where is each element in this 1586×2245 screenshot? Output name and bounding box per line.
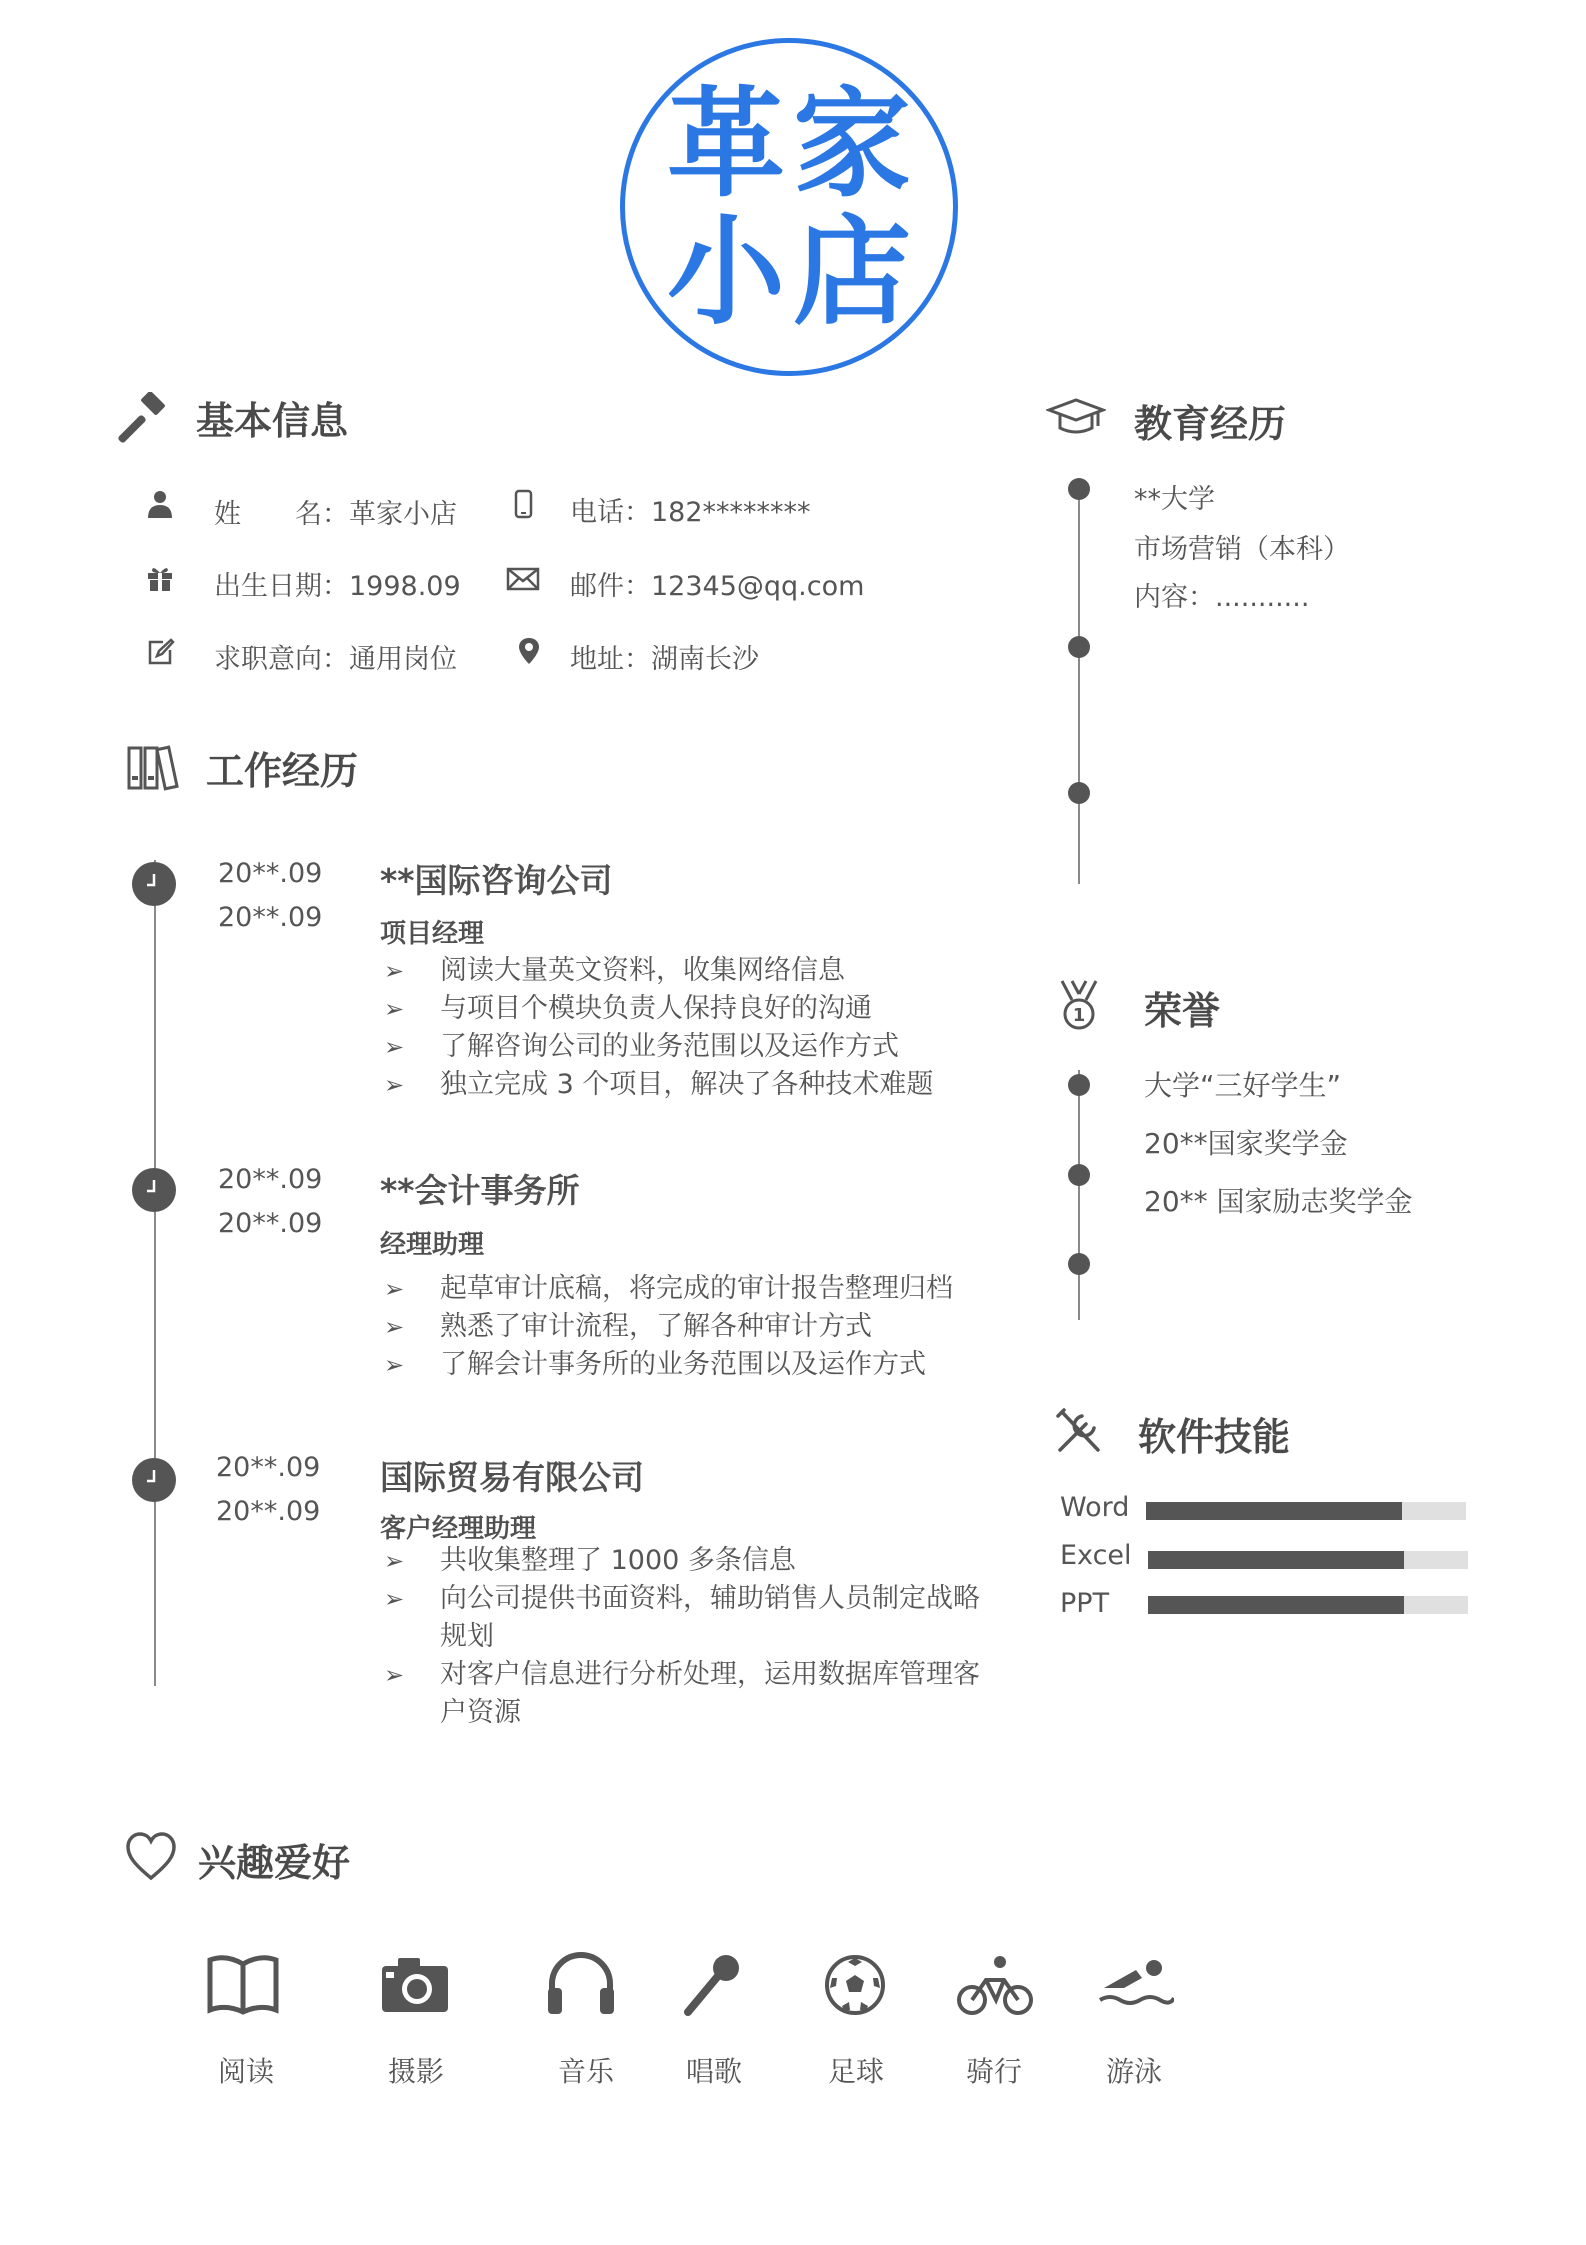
tools-icon (1052, 1404, 1106, 1458)
logo-char: 家 (793, 74, 912, 213)
company-name: **国际咨询公司 (380, 861, 613, 900)
list-item: ➢ 对客户信息进行分析处理，运用数据库管理客户资源 (384, 1656, 984, 1732)
clock-icon (132, 862, 176, 906)
binders-icon (126, 740, 180, 794)
name-field: 姓 名：革家小店 (214, 499, 457, 530)
timeline-dot (1068, 636, 1090, 658)
work-timeline-line (154, 860, 156, 1686)
education-timeline-line (1078, 480, 1080, 884)
timeline-dot (1068, 478, 1090, 500)
skill-bar-track (1148, 1551, 1468, 1569)
swimming-icon (1096, 1950, 1174, 2020)
hobby-label: 唱歌 (685, 2055, 742, 2088)
headphones-icon (542, 1948, 620, 2018)
skill-name: PPT (1060, 1588, 1110, 1619)
hobby-label: 足球 (827, 2055, 884, 2088)
company-name: 国际贸易有限公司 (380, 1458, 644, 1497)
clock-icon (132, 1168, 176, 1212)
job-role: 客户经理助理 (380, 1514, 537, 1544)
arrow-bullet-icon: ➢ (384, 1071, 405, 1099)
job-role: 项目经理 (380, 919, 485, 949)
list-item: ➢ 了解咨询公司的业务范围以及运作方式 (384, 1028, 984, 1066)
section-title: 荣誉 (1144, 989, 1221, 1033)
company-name: **会计事务所 (380, 1171, 580, 1210)
work-end-date: 20**.09 (218, 1208, 323, 1239)
list-item: ➢ 向公司提供书面资料，辅助销售人员制定战略规划 (384, 1580, 984, 1656)
section-title: 工作经历 (206, 749, 359, 793)
bicycle-icon (956, 1950, 1034, 2020)
heart-icon (124, 1830, 178, 1884)
phone-field: 电话：182******** (570, 497, 811, 528)
timeline-clock-dot (132, 1168, 176, 1212)
skill-bar-fill (1146, 1502, 1402, 1520)
honor-item: 20**国家奖学金 (1144, 1127, 1348, 1160)
skill-name: Word (1060, 1492, 1130, 1523)
work-start-date: 20**.09 (216, 1452, 321, 1483)
gift-icon (145, 563, 175, 593)
person-icon (145, 489, 175, 519)
camera-icon (376, 1950, 454, 2020)
list-item: ➢ 独立完成 3 个项目，解决了各种技术难题 (384, 1066, 984, 1104)
section-title: 兴趣爱好 (198, 1841, 351, 1885)
list-item: ➢ 共收集整理了 1000 多条信息 (384, 1542, 984, 1580)
logo-stamp (620, 38, 958, 376)
list-item: ➢ 熟悉了审计流程，了解各种审计方式 (384, 1308, 1004, 1346)
logo-char: 小 (667, 202, 786, 341)
section-title: 教育经历 (1134, 402, 1287, 446)
hobby-label: 音乐 (557, 2055, 614, 2088)
address-field: 地址：湖南长沙 (570, 644, 759, 675)
arrow-bullet-icon: ➢ (384, 1313, 405, 1341)
hobby-label: 摄影 (387, 2055, 444, 2088)
svg-text:1: 1 (1072, 1005, 1086, 1026)
timeline-dot (1068, 1074, 1090, 1096)
work-end-date: 20**.09 (218, 902, 323, 933)
honor-item: 20** 国家励志奖学金 (1144, 1185, 1413, 1218)
hobby-label: 游泳 (1105, 2055, 1162, 2088)
medal-icon (1052, 978, 1106, 1032)
job-intent-field: 求职意向：通用岗位 (214, 644, 457, 675)
soccer-ball-icon (816, 1950, 894, 2020)
arrow-bullet-icon: ➢ (384, 1351, 405, 1379)
timeline-dot (1068, 782, 1090, 804)
location-pin-icon (514, 636, 544, 666)
section-title: 软件技能 (1138, 1415, 1291, 1459)
school-name: **大学 (1134, 484, 1215, 515)
arrow-bullet-icon: ➢ (384, 957, 405, 985)
section-title: 基本信息 (196, 399, 349, 443)
skill-bar-track (1148, 1596, 1468, 1614)
major: 市场营销（本科） (1134, 534, 1350, 565)
timeline-clock-dot (132, 1458, 176, 1502)
duty-list (384, 1270, 1004, 1384)
list-item: ➢ 起草审计底稿，将完成的审计报告整理归档 (384, 1270, 1004, 1308)
honor-item: 大学“三好学生” (1144, 1069, 1342, 1102)
hobby-label: 阅读 (217, 2055, 274, 2088)
mail-icon (506, 564, 540, 594)
timeline-dot (1068, 1164, 1090, 1186)
edit-icon (145, 637, 175, 667)
duty-list (384, 952, 984, 1104)
skill-bar-track (1146, 1502, 1466, 1520)
clock-icon (132, 1458, 176, 1502)
birth-field: 出生日期：1998.09 (214, 571, 461, 602)
list-item: ➢ 与项目个模块负责人保持良好的沟通 (384, 990, 984, 1028)
timeline-clock-dot (132, 862, 176, 906)
arrow-bullet-icon: ➢ (384, 1275, 405, 1303)
education-content: 内容：........... (1134, 582, 1310, 613)
honors-timeline-line (1078, 1070, 1080, 1320)
skill-bar-fill (1148, 1551, 1404, 1569)
list-item: ➢ 阅读大量英文资料，收集网络信息 (384, 952, 984, 990)
job-role: 经理助理 (380, 1230, 485, 1260)
work-end-date: 20**.09 (216, 1496, 321, 1527)
book-icon (204, 1950, 282, 2020)
email-field: 邮件：12345@qq.com (570, 571, 865, 602)
skill-name: Excel (1060, 1540, 1132, 1571)
duty-list (384, 1542, 984, 1732)
list-item: ➢ 了解会计事务所的业务范围以及运作方式 (384, 1346, 1004, 1384)
skill-bar-fill (1148, 1596, 1404, 1614)
phone-icon (508, 489, 538, 519)
hammer-icon (118, 392, 172, 446)
work-start-date: 20**.09 (218, 1164, 323, 1195)
timeline-dot (1068, 1253, 1090, 1275)
microphone-icon (674, 1950, 752, 2020)
arrow-bullet-icon: ➢ (384, 1585, 405, 1613)
work-start-date: 20**.09 (218, 858, 323, 889)
hobby-label: 骑行 (965, 2055, 1022, 2088)
arrow-bullet-icon: ➢ (384, 995, 405, 1023)
logo-char: 革 (667, 74, 786, 213)
logo-char: 店 (793, 202, 912, 341)
arrow-bullet-icon: ➢ (384, 1547, 405, 1575)
graduation-cap-icon (1046, 392, 1106, 446)
arrow-bullet-icon: ➢ (384, 1661, 405, 1689)
arrow-bullet-icon: ➢ (384, 1033, 405, 1061)
